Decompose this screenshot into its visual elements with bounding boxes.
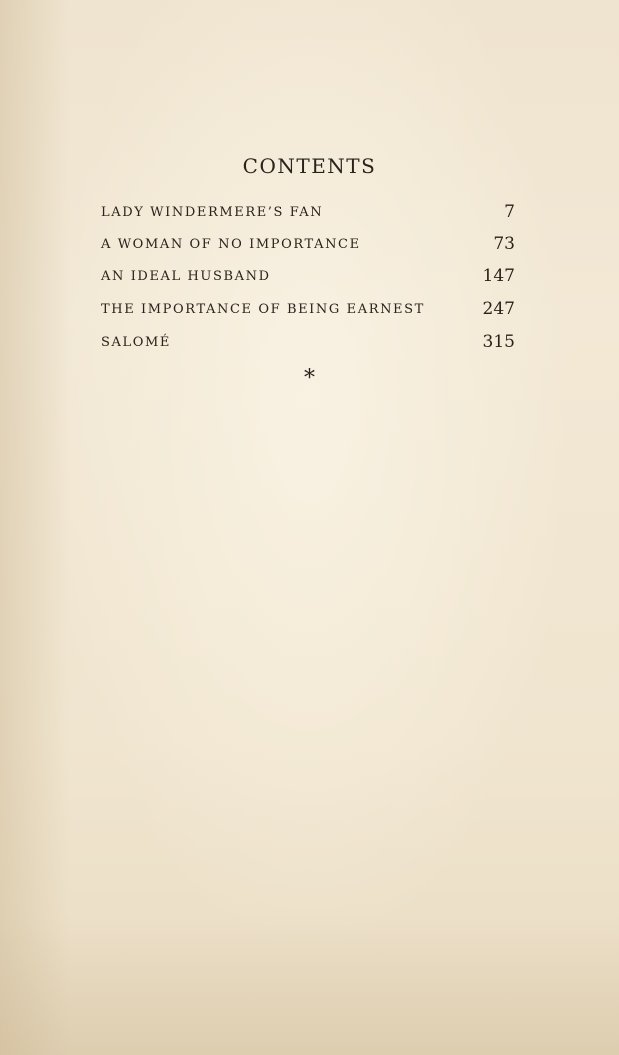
toc-entry-page: 73 bbox=[493, 234, 515, 254]
toc-entry bbox=[101, 332, 515, 356]
toc-entry-title: A WOMAN OF NO IMPORTANCE bbox=[101, 237, 361, 252]
toc-entry bbox=[101, 266, 515, 290]
toc-entry bbox=[101, 202, 515, 226]
toc-entry-page: 7 bbox=[504, 202, 515, 222]
toc-entry-page: 247 bbox=[482, 299, 515, 319]
contents-heading: CONTENTS bbox=[242, 154, 377, 178]
toc-entry bbox=[101, 234, 515, 258]
asterisk-ornament: * bbox=[304, 366, 315, 391]
toc-entry-title: LADY WINDERMERE’S FAN bbox=[101, 205, 324, 220]
toc-entry-page: 147 bbox=[482, 266, 515, 286]
toc-entry-page: 315 bbox=[482, 332, 515, 352]
toc-entry-title: AN IDEAL HUSBAND bbox=[101, 269, 271, 284]
toc-entry-title: SALOMÉ bbox=[101, 335, 171, 350]
toc-entry-title: THE IMPORTANCE OF BEING EARNEST bbox=[101, 302, 425, 317]
toc-entry bbox=[101, 299, 515, 323]
